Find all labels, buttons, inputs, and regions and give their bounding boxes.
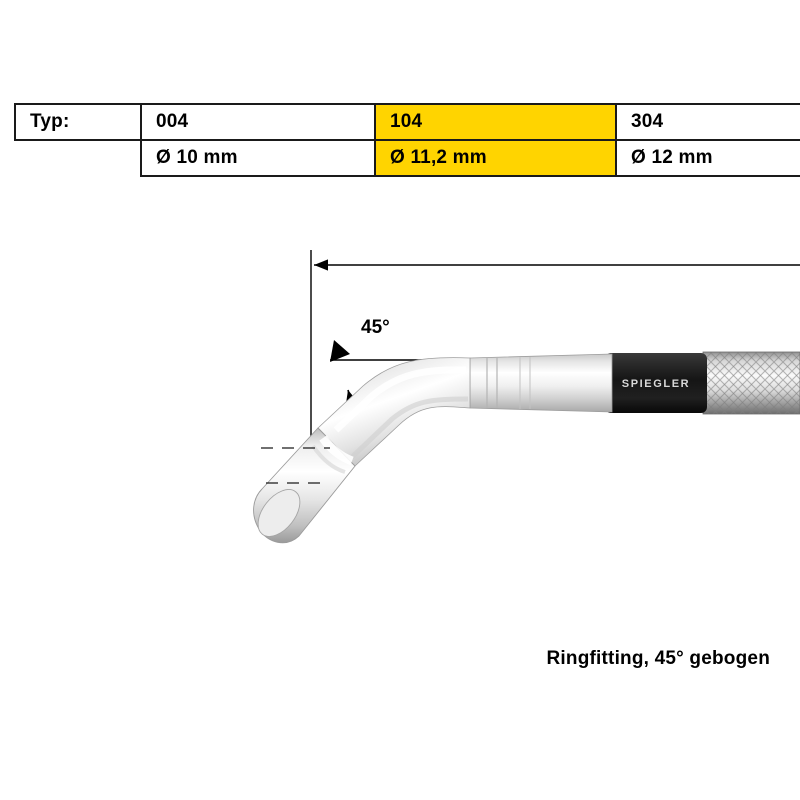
table-cell-diameter-304: Ø 12 mm xyxy=(616,140,800,176)
product-drawing xyxy=(0,200,800,650)
fitting-body xyxy=(470,354,612,412)
elbow-bend xyxy=(318,358,470,466)
table-cell-type-104: 104 xyxy=(375,104,616,140)
table-cell-type-004: 004 xyxy=(141,104,375,140)
table-cell-diameter-004: Ø 10 mm xyxy=(141,140,375,176)
brand-label: SPIEGLER xyxy=(621,378,691,390)
angle-label: 45° xyxy=(361,317,390,338)
table-row xyxy=(15,140,800,176)
table-row xyxy=(15,104,800,140)
type-spec-table xyxy=(14,103,800,177)
table-cell-empty xyxy=(15,140,141,176)
hose-assembly xyxy=(250,352,800,544)
braided-hose xyxy=(703,352,800,414)
figure-caption: Ringfitting, 45° gebogen xyxy=(546,648,770,669)
table-cell-type-label: Typ: xyxy=(15,104,141,140)
black-collar xyxy=(605,353,707,413)
table-cell-diameter-104: Ø 11,2 mm xyxy=(375,140,616,176)
table-cell-type-304: 304 xyxy=(616,104,800,140)
